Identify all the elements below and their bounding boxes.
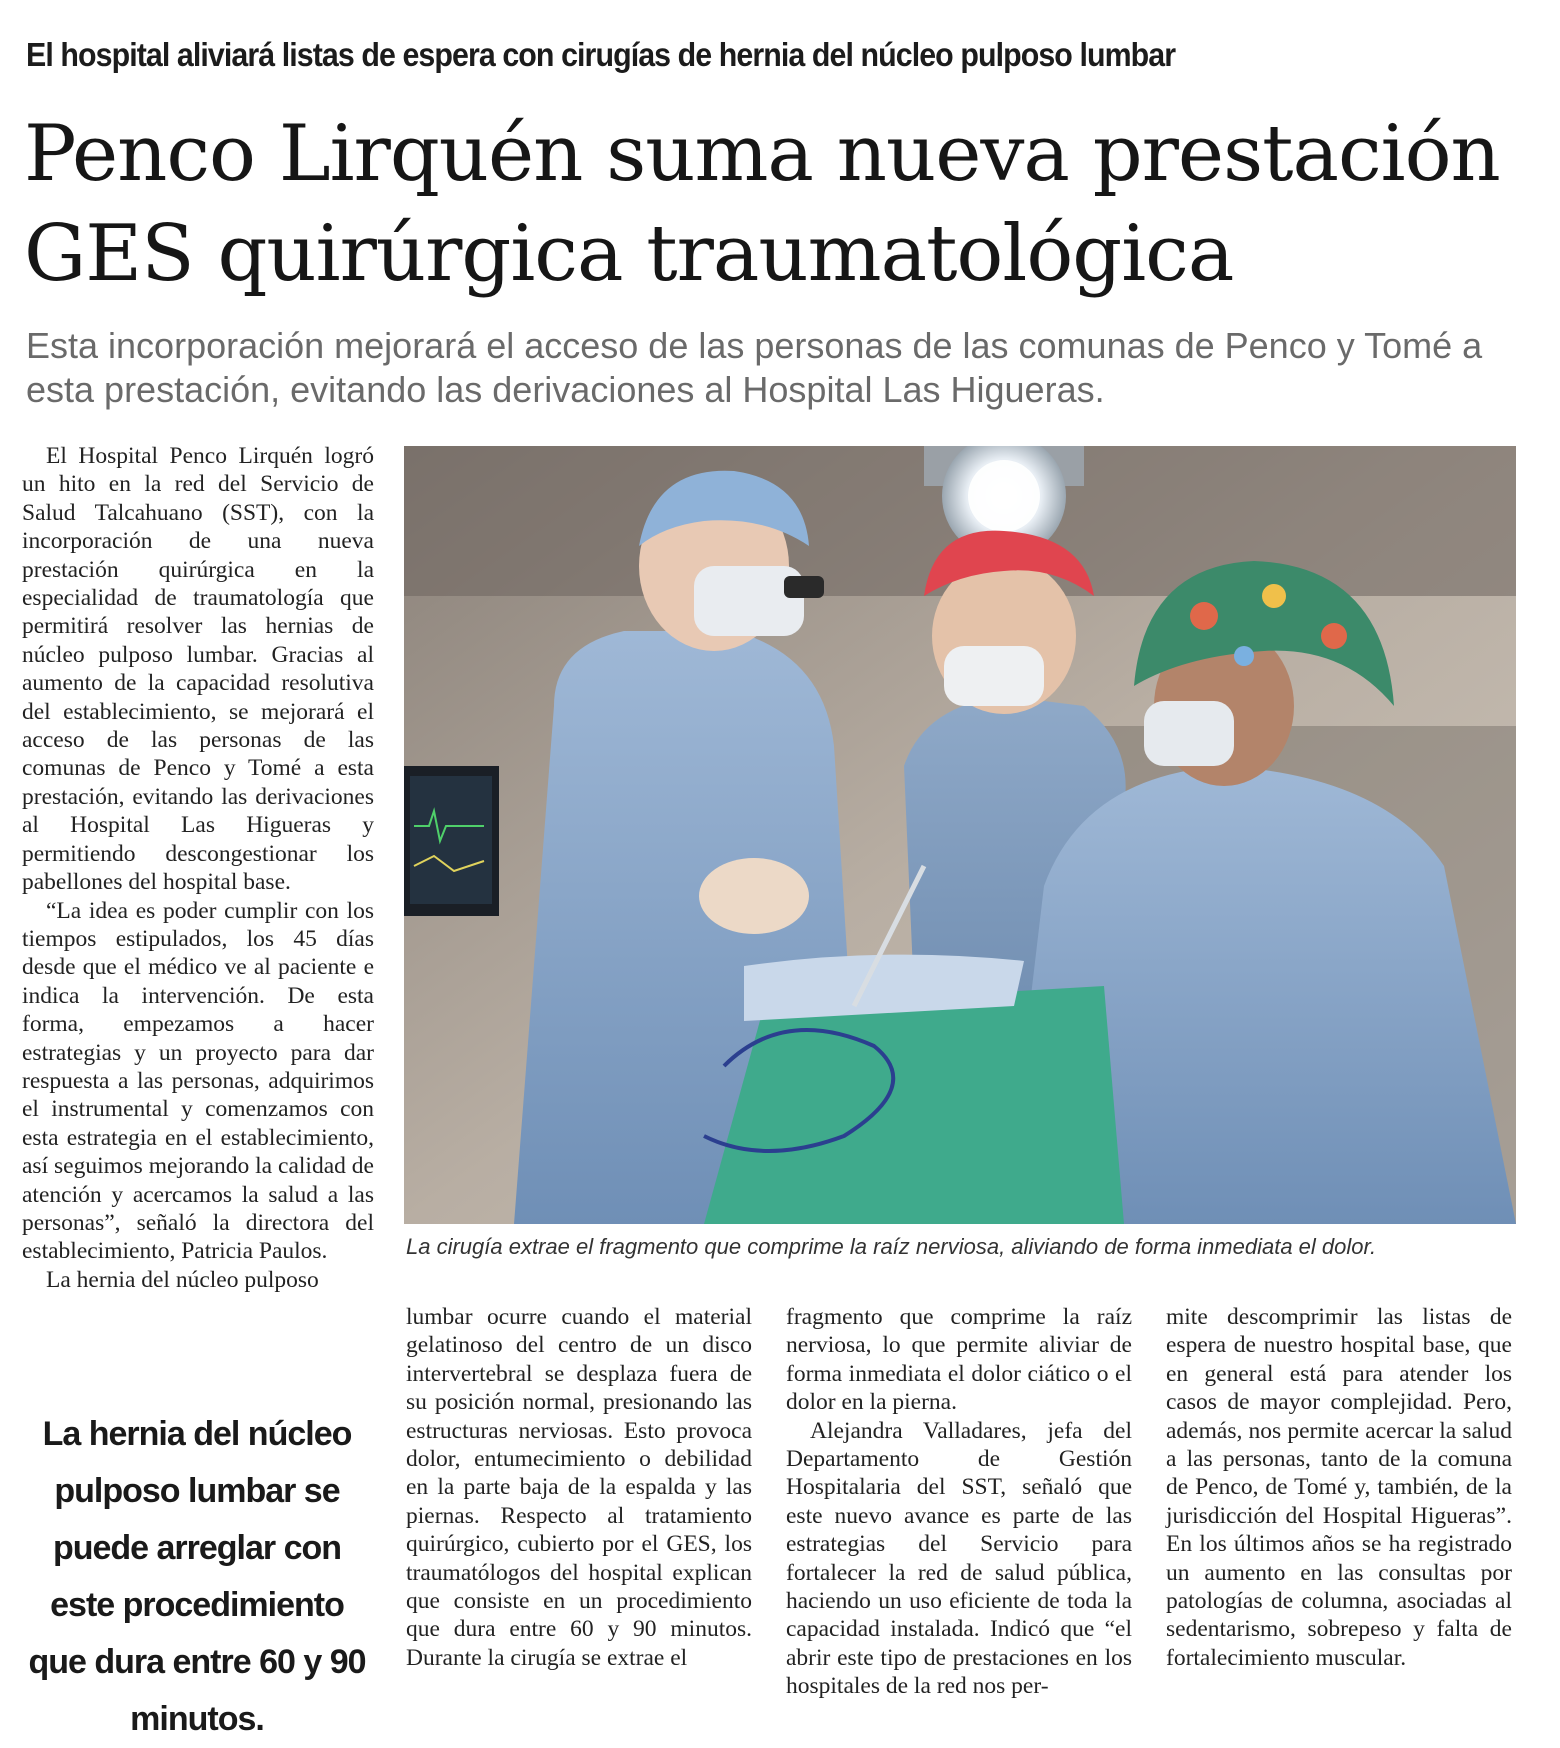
article-kicker: El hospital aliviará listas de espera con cirugías de hernia del núcleo pulposo lumbar — [26, 36, 1176, 73]
body-column-1 — [22, 442, 374, 1294]
body-paragraph: La hernia del núcleo pulposo — [46, 1266, 319, 1293]
body-column-2 — [406, 1303, 752, 1672]
monitor-screen — [404, 766, 499, 916]
body-paragraph: lumbar ocurre cuando el material gelatinoso del centro de un disco intervertebral se desplaza fuera de su posición normal, presionando las estructuras nerviosas. Esto provoca dolor, entumecimiento o debilidad en la parte baja de la espalda y las piernas. Respecto al tratamiento quirúrgico, cubierto por el GES, los traumatólogos del hospital explican que consiste en un procedimiento que dura entre 60 y 90 minutos. Durante la cirugía se extrae el — [406, 1304, 752, 1671]
body-column-3 — [786, 1303, 1132, 1701]
body-column-4 — [1166, 1303, 1512, 1672]
pull-quote: La hernia del núcleo pulposo lumbar se puede arreglar con este procedimiento que dura entre 60 y 90 minutos. — [28, 1415, 366, 1738]
body-paragraph: mite descomprimir las listas de espera de nuestro hospital base, que en general está para atender los casos de mayor complejidad. Pero, además, nos permite acercar la salud a las personas, tanto de la comuna de Penco, de Tomé y, también, de la jurisdicción del Hospital Higueras”. En los últimos años se ha registrado un aumento en las consultas por patologías de columna, asociadas al sedentarismo, sobrepeso y falta de fortalecimiento muscular. — [1166, 1304, 1512, 1671]
headline-line-1: Penco Lirquén suma nueva prestación — [24, 109, 1500, 199]
body-paragraph: El Hospital Penco Lirquén logró un hito en la red del Servicio de Salud Talcahuano (SST), con la incorporación de una nueva prestación quirúrgica en la especialidad de traumatología que permitirá resolver las hernias de núcleo pulposo lumbar. Gracias al aumento de la capacidad resolutiva del establecimiento, se mejorará el acceso de las personas de las comunas de Penco y Tomé a esta prestación, evitando las derivaciones al Hospital Las Higueras y permitiendo descongestionar los pabellones del hospital base. — [22, 443, 374, 896]
body-paragraph: Alejandra Valladares, jefa del Departamento de Gestión Hospitalaria del SST, señaló que este nuevo avance es parte de las estrategias del Servicio para fortalecer la red de salud pública, haciendo un uso eficiente de toda la capacidad instalada. Indicó que “el abrir este tipo de prestaciones en los hospitales de la red nos per- — [786, 1417, 1132, 1700]
article-headline — [24, 104, 1544, 304]
headline-line-2: GES quirúrgica traumatológica — [24, 209, 1234, 299]
article-deck: Esta incorporación mejorará el acceso de las personas de las comunas de Penco y Tomé a esta prestación, evitando las derivaciones al Hospital Las Higueras. — [26, 325, 1483, 410]
surgery-photo — [404, 446, 1516, 1224]
photo-caption: La cirugía extrae el fragmento que comprime la raíz nerviosa, aliviando de forma inmediata el dolor. — [406, 1234, 1377, 1259]
body-paragraph: fragmento que comprime la raíz nerviosa, lo que permite aliviar de forma inmediata el dolor ciático o el dolor en la pierna. — [786, 1304, 1132, 1416]
body-paragraph: “La idea es poder cumplir con los tiempos estipulados, los 45 días desde que el médico ve al paciente e indica la intervención. De esta forma, empezamos a hacer estrategias y un proyecto para dar respuesta a las personas, adquirimos el instrumental y comenzamos con esta estrategia en el establecimiento, así seguimos mejorando la calidad de atención y acercamos la salud a las personas”, señaló la directora del establecimiento, Patricia Paulos. — [22, 897, 374, 1265]
